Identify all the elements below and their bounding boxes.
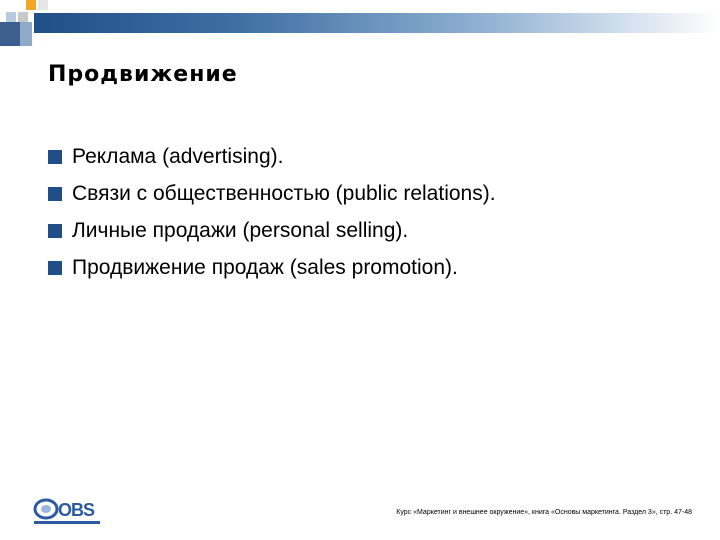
top-gradient-bar: [34, 13, 720, 33]
bullet-text: Продвижение продаж (sales promotion).: [72, 255, 458, 279]
bullet-item: [48, 138, 496, 175]
bullet-list: [48, 138, 496, 286]
bullet-item: [48, 212, 496, 249]
bullet-text: Личные продажи (personal selling).: [72, 218, 409, 242]
footer-source-note: Курс «Маркетинг и внешнее окружение», книга «Основы маркетинга. Раздел 3», стр. 47-48: [396, 509, 692, 516]
bullet-text: Связи с общественностью (public relations).: [72, 181, 496, 205]
square-bullet-icon: [48, 187, 62, 201]
bullet-item: [48, 249, 496, 286]
bullet-text: Реклама (advertising).: [72, 144, 284, 168]
obs-logo: [32, 496, 102, 526]
square-bullet-icon: [48, 150, 62, 164]
bullet-item: [48, 175, 496, 212]
square-bullet-icon: [48, 224, 62, 238]
square-bullet-icon: [48, 261, 62, 275]
slide-title: Продвижение: [48, 62, 238, 87]
obs-logo-text: OBS: [58, 500, 95, 520]
